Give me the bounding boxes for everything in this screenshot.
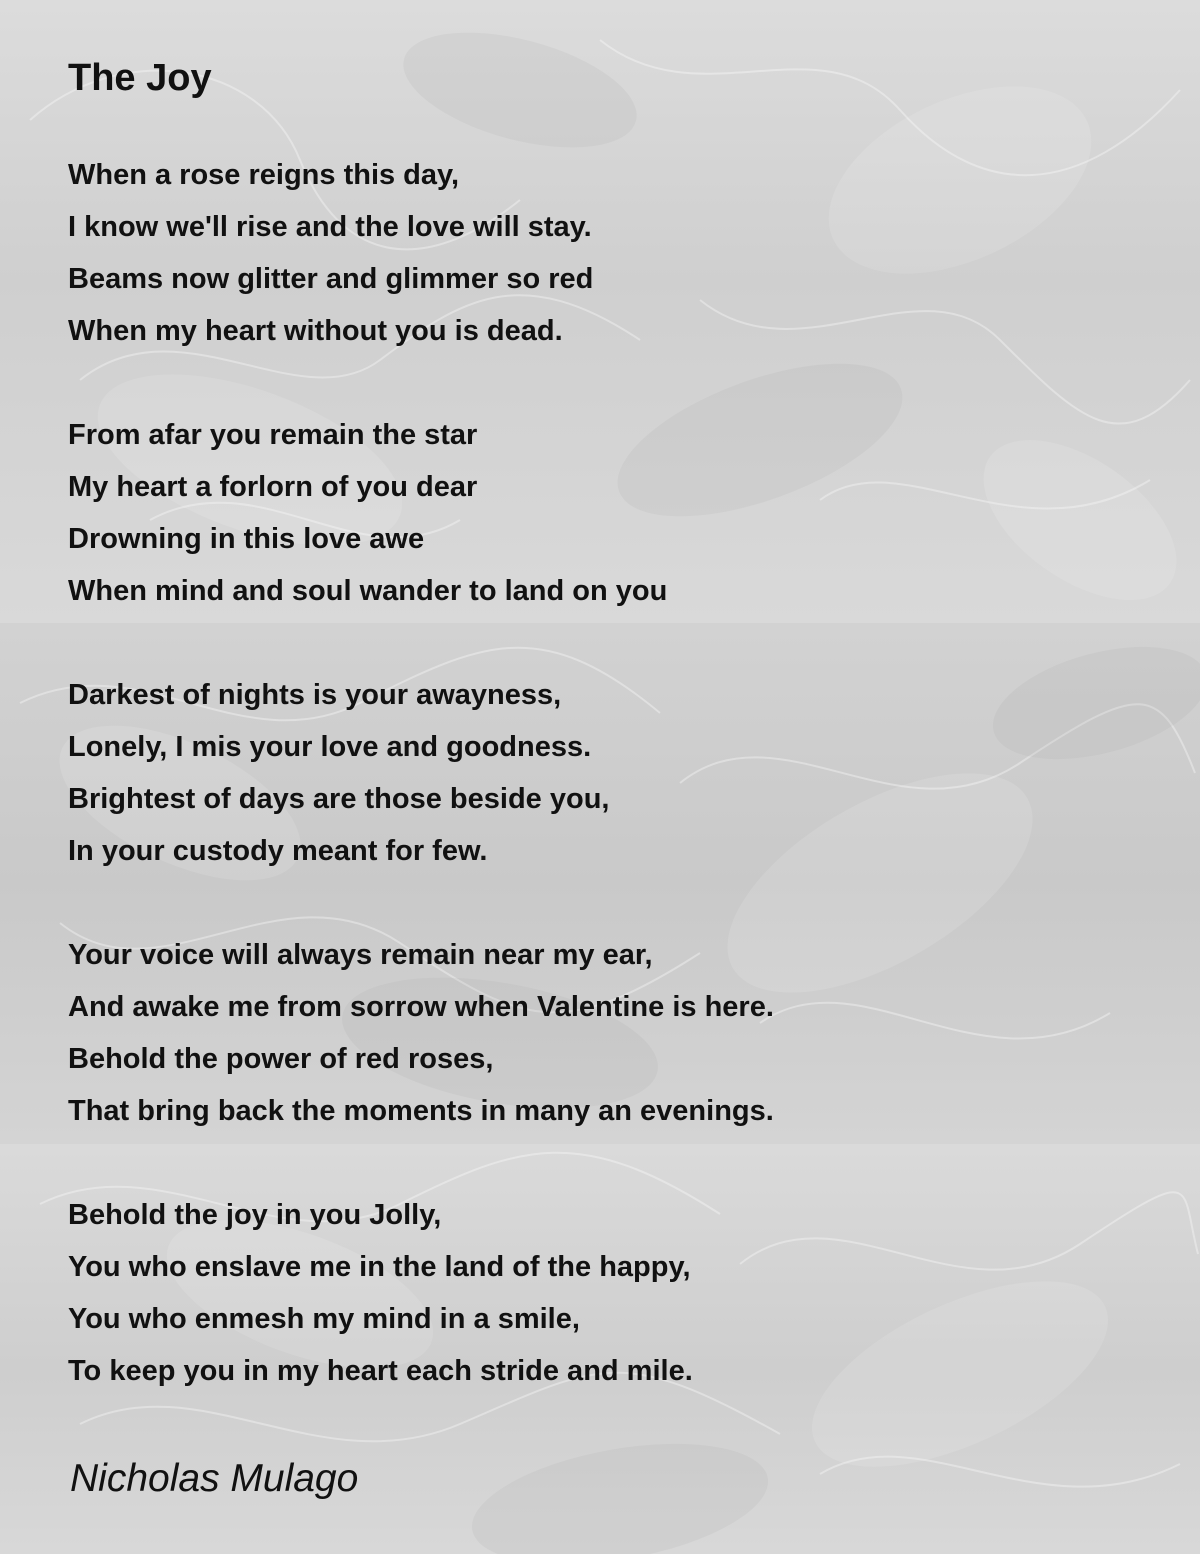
poem-author: Nicholas Mulago: [70, 1457, 359, 1500]
poem-line: Drowning in this love awe: [68, 523, 425, 555]
poem-line: Beams now glitter and glimmer so red: [68, 263, 594, 295]
poem-line: Darkest of nights is your awayness,: [68, 679, 562, 711]
poem-line: When a rose reigns this day,: [68, 159, 460, 191]
poem-line: When mind and soul wander to land on you: [68, 575, 668, 607]
poem-line: When my heart without you is dead.: [68, 315, 563, 347]
poem-line: Your voice will always remain near my ear,: [68, 939, 653, 971]
poem-line: That bring back the moments in many an evenings.: [68, 1095, 774, 1127]
poem-line: Lonely, I mis your love and goodness.: [68, 731, 592, 763]
poem-line: Behold the power of red roses,: [68, 1043, 494, 1075]
poem-line: My heart a forlorn of you dear: [68, 471, 478, 503]
poem-line: Brightest of days are those beside you,: [68, 783, 610, 815]
poem-line: You who enslave me in the land of the happy,: [68, 1251, 691, 1283]
poem-title: The Joy: [68, 57, 212, 99]
poem-line: In your custody meant for few.: [68, 835, 488, 867]
poem-line: You who enmesh my mind in a smile,: [68, 1303, 580, 1335]
poem-line: And awake me from sorrow when Valentine is here.: [68, 991, 774, 1023]
poem-line: To keep you in my heart each stride and mile.: [68, 1355, 693, 1387]
poem-line: I know we'll rise and the love will stay.: [68, 211, 592, 243]
poem-line: Behold the joy in you Jolly,: [68, 1199, 442, 1231]
poem-line: From afar you remain the star: [68, 419, 478, 451]
